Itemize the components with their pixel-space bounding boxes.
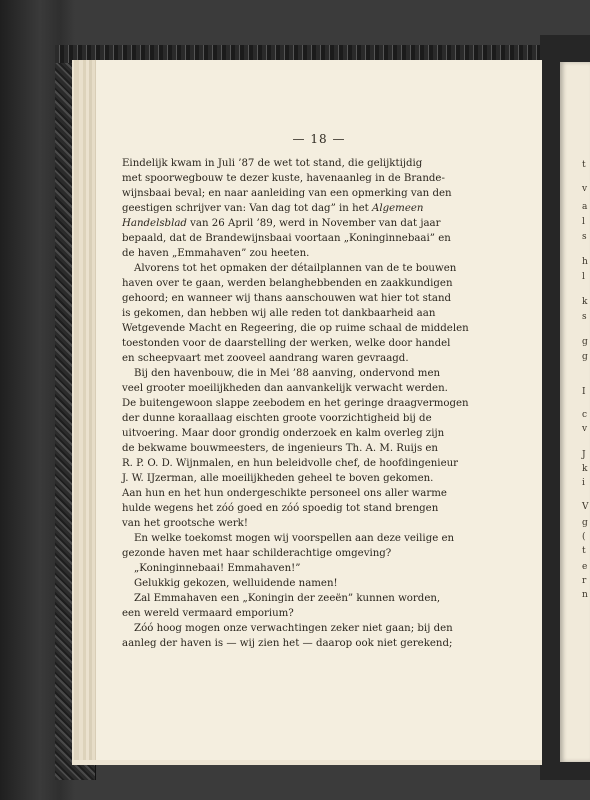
facing-page-letter: a xyxy=(582,202,588,212)
text-line: En welke toekomst mogen wij voorspellen aan deze veilige en xyxy=(134,533,455,544)
text-line: aanleg der haven is — wij zien het — daarop ook niet gerekend; xyxy=(122,638,453,649)
text-line: gezonde haven met haar schilderachtige omgeving? xyxy=(122,548,392,559)
text-line: uitvoering. Maar door grondig onderzoek en kalm overleg zijn xyxy=(122,428,445,439)
text-line: De buitengewoon slappe zeebodem en het geringe draagvermogen xyxy=(122,398,469,409)
facing-page-letter: i xyxy=(582,478,585,488)
text-line: de bekwame bouwmeesters, de ingenieurs Th. A. M. Ruijs en xyxy=(122,443,438,454)
page-number: — 18 — xyxy=(292,132,346,146)
text-line: Bij den havenbouw, die in Mei ’88 aanving, ondervond men xyxy=(134,368,441,379)
facing-page-letter: t xyxy=(582,546,586,556)
text-line: J. W. IJzerman, alle moeilijkheden geheel te boven gekomen. xyxy=(122,473,434,484)
facing-page-letter: k xyxy=(582,297,588,307)
text-line: Aan hun en het hun ondergeschikte personeel ons aller warme xyxy=(122,488,447,499)
text-line: toestonden voor de daarstelling der werken, welke door handel xyxy=(122,338,451,349)
facing-page-letter: v xyxy=(582,424,588,434)
text-line: Wetgevende Macht en Regeering, die op ruime schaal de middelen xyxy=(122,323,469,334)
text-line: Handelsblad van 26 April ’89, werd in November van dat jaar xyxy=(122,218,441,229)
facing-page-letter: l xyxy=(582,217,585,227)
facing-page-letter: ( xyxy=(582,532,586,542)
facing-page-letter: c xyxy=(582,410,588,420)
facing-page-letter: r xyxy=(582,576,587,586)
text-line: van het grootsche werk! xyxy=(122,518,248,529)
facing-page-letter: l xyxy=(582,272,585,282)
text-line: Eindelijk kwam in Juli ’87 de wet tot stand, die gelijktijdig xyxy=(122,158,423,169)
text-line: Zal Emmahaven een „Koningin der zeeën” kunnen worden, xyxy=(134,593,441,604)
text-line: de haven „Emmahaven” zou heeten. xyxy=(122,248,310,259)
facing-page-letter: n xyxy=(582,590,588,600)
facing-page-letter: k xyxy=(582,464,588,474)
text-line: Gelukkig gekozen, welluidende namen! xyxy=(134,578,338,589)
facing-page-letter: J xyxy=(582,450,586,460)
text-line: haven over te gaan, werden belanghebbenden en zaakkundigen xyxy=(122,278,453,289)
text-line: en scheepvaart met zooveel aandrang waren gevraagd. xyxy=(122,353,409,364)
text-line: der dunne koraallaag eischten groote voorzichtigheid bij de xyxy=(122,413,432,424)
facing-page-letter: I xyxy=(582,387,586,397)
text-line: „Koninginnebaai! Emmahaven!” xyxy=(134,563,301,574)
facing-page xyxy=(560,62,590,762)
facing-page-letter: v xyxy=(582,184,588,194)
text-line: is gekomen, dan hebben wij alle reden tot dankbaarheid aan xyxy=(122,308,436,319)
text-line: R. P. O. D. Wijnmalen, en hun beleidvolle chef, de hoofdingenieur xyxy=(122,458,459,469)
body-text xyxy=(122,156,469,651)
text-line: geestigen schrijver van: Van dag tot dag” in het Algemeen xyxy=(122,203,424,214)
text-line: hulde wegens het zóó goed en zóó spoedig tot stand brengen xyxy=(122,503,439,514)
text-line: veel grooter moeilijkheden dan aanvankelijk verwacht werden. xyxy=(122,383,448,394)
facing-page-letter: t xyxy=(582,160,586,170)
facing-page-letter: g xyxy=(582,518,588,528)
text-line: een wereld vermaard emporium? xyxy=(122,608,294,619)
text-line: bepaald, dat de Brandewijnsbaai voortaan „Koninginnebaai” en xyxy=(122,233,451,244)
text-line: Alvorens tot het opmaken der détailplannen van de te bouwen xyxy=(134,263,457,274)
facing-page-letter: s xyxy=(582,232,587,242)
text-line: met spoorwegbouw te dezer kuste, havenaanleg in de Brande- xyxy=(122,173,445,184)
facing-page-letter: e xyxy=(582,562,588,572)
facing-page-letter: g xyxy=(582,352,588,362)
text-line: wijnsbaai beval; en naar aanleiding van een opmerking van den xyxy=(122,188,452,199)
facing-page-letter: V xyxy=(582,502,589,512)
facing-page-letter: h xyxy=(582,257,588,267)
text-line: gehoord; en wanneer wij thans aanschouwen wat hier tot stand xyxy=(122,293,452,304)
text-line: Zóó hoog mogen onze verwachtingen zeker niet gaan; bij den xyxy=(134,623,453,634)
facing-page-letter: g xyxy=(582,337,588,347)
facing-page-letter: s xyxy=(582,312,587,322)
